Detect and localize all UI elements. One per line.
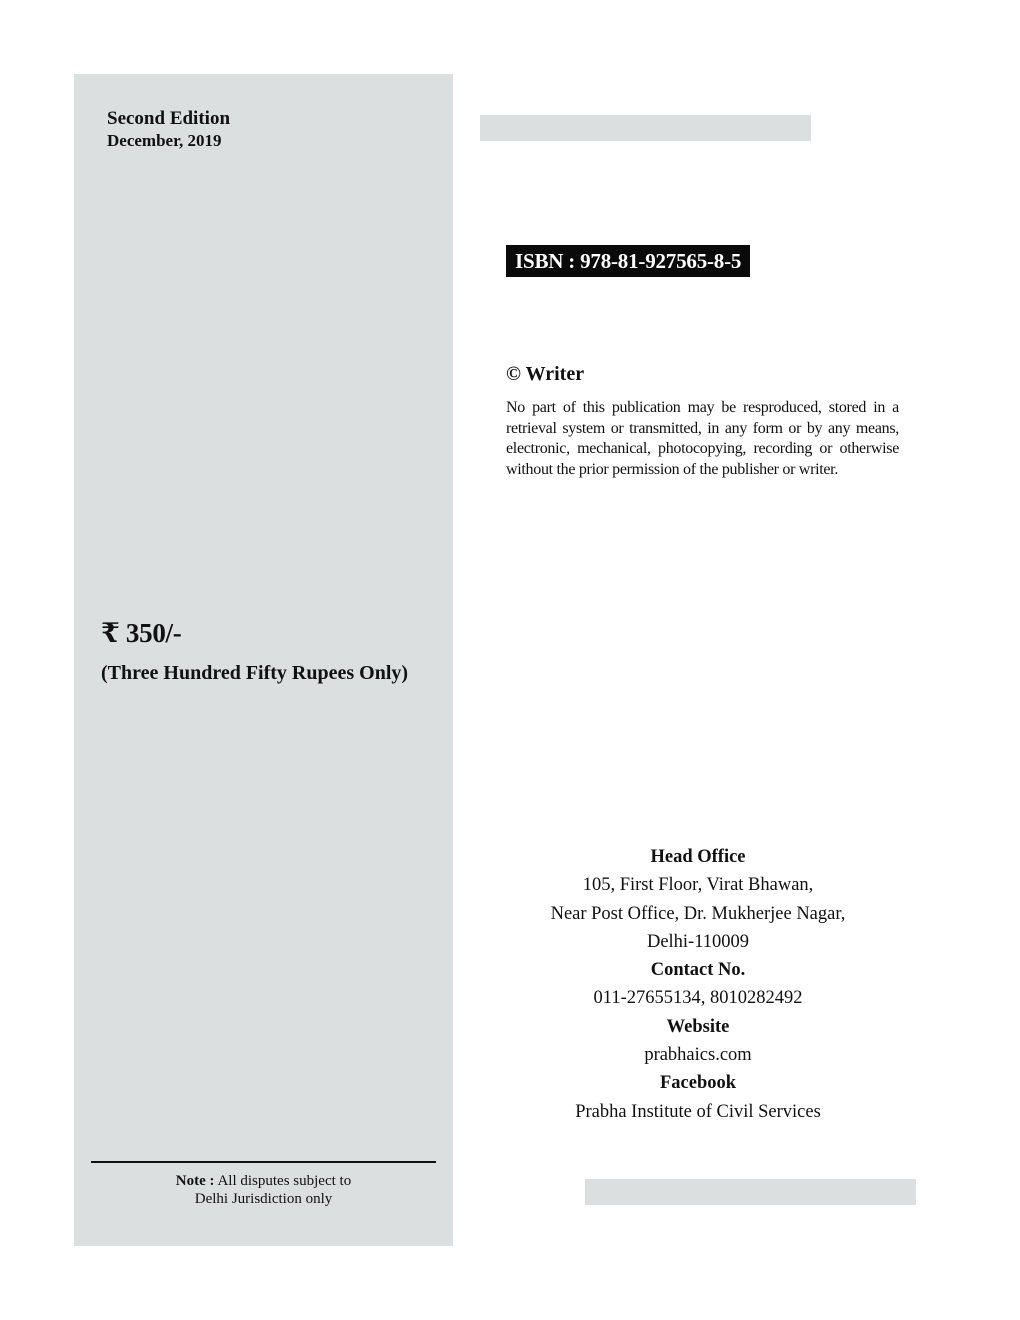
office-details: [498, 843, 898, 1126]
edition-block: [107, 108, 230, 152]
note-divider: [91, 1161, 436, 1163]
address-line-2: Near Post Office, Dr. Mukherjee Nagar,: [550, 903, 846, 924]
edition-date: December, 2019: [107, 131, 222, 150]
bottom-grey-bar: [585, 1179, 916, 1205]
contact-label: Contact No.: [650, 960, 746, 981]
price-amount: ₹ 350/-: [101, 618, 182, 648]
website-label: Website: [666, 1016, 730, 1037]
website-address: prabhaics.com: [644, 1045, 752, 1066]
isbn-label: ISBN : 978-81-927565-8-5: [506, 245, 750, 277]
note-line-1: All disputes subject to: [217, 1173, 352, 1189]
edition-title: Second Edition: [107, 108, 231, 129]
facebook-page: Prabha Institute of Civil Services: [575, 1101, 821, 1122]
head-office-label: Head Office: [650, 847, 746, 867]
address-line-1: 105, First Floor, Virat Bhawan,: [582, 875, 814, 896]
left-panel: [74, 74, 453, 1246]
copyright-heading: © Writer: [506, 363, 585, 385]
note-label: Note :: [175, 1173, 215, 1189]
facebook-label: Facebook: [659, 1073, 737, 1094]
price-in-words: (Three Hundred Fifty Rupees Only): [101, 662, 409, 684]
rights-statement: No part of this publication may be resproduced, stored in a retrieval system or transmitted, in any form or by any means, electronic, mechanical, photocopying, recording or otherwise without the prior permission of the publisher or writer.: [506, 399, 899, 478]
jurisdiction-note: [91, 1172, 436, 1208]
top-grey-bar: [480, 115, 811, 141]
address-line-3: Delhi-110009: [646, 931, 750, 952]
note-line-2: Delhi Jurisdiction only: [194, 1191, 333, 1207]
contact-numbers: 011-27655134, 8010282492: [593, 988, 803, 1009]
